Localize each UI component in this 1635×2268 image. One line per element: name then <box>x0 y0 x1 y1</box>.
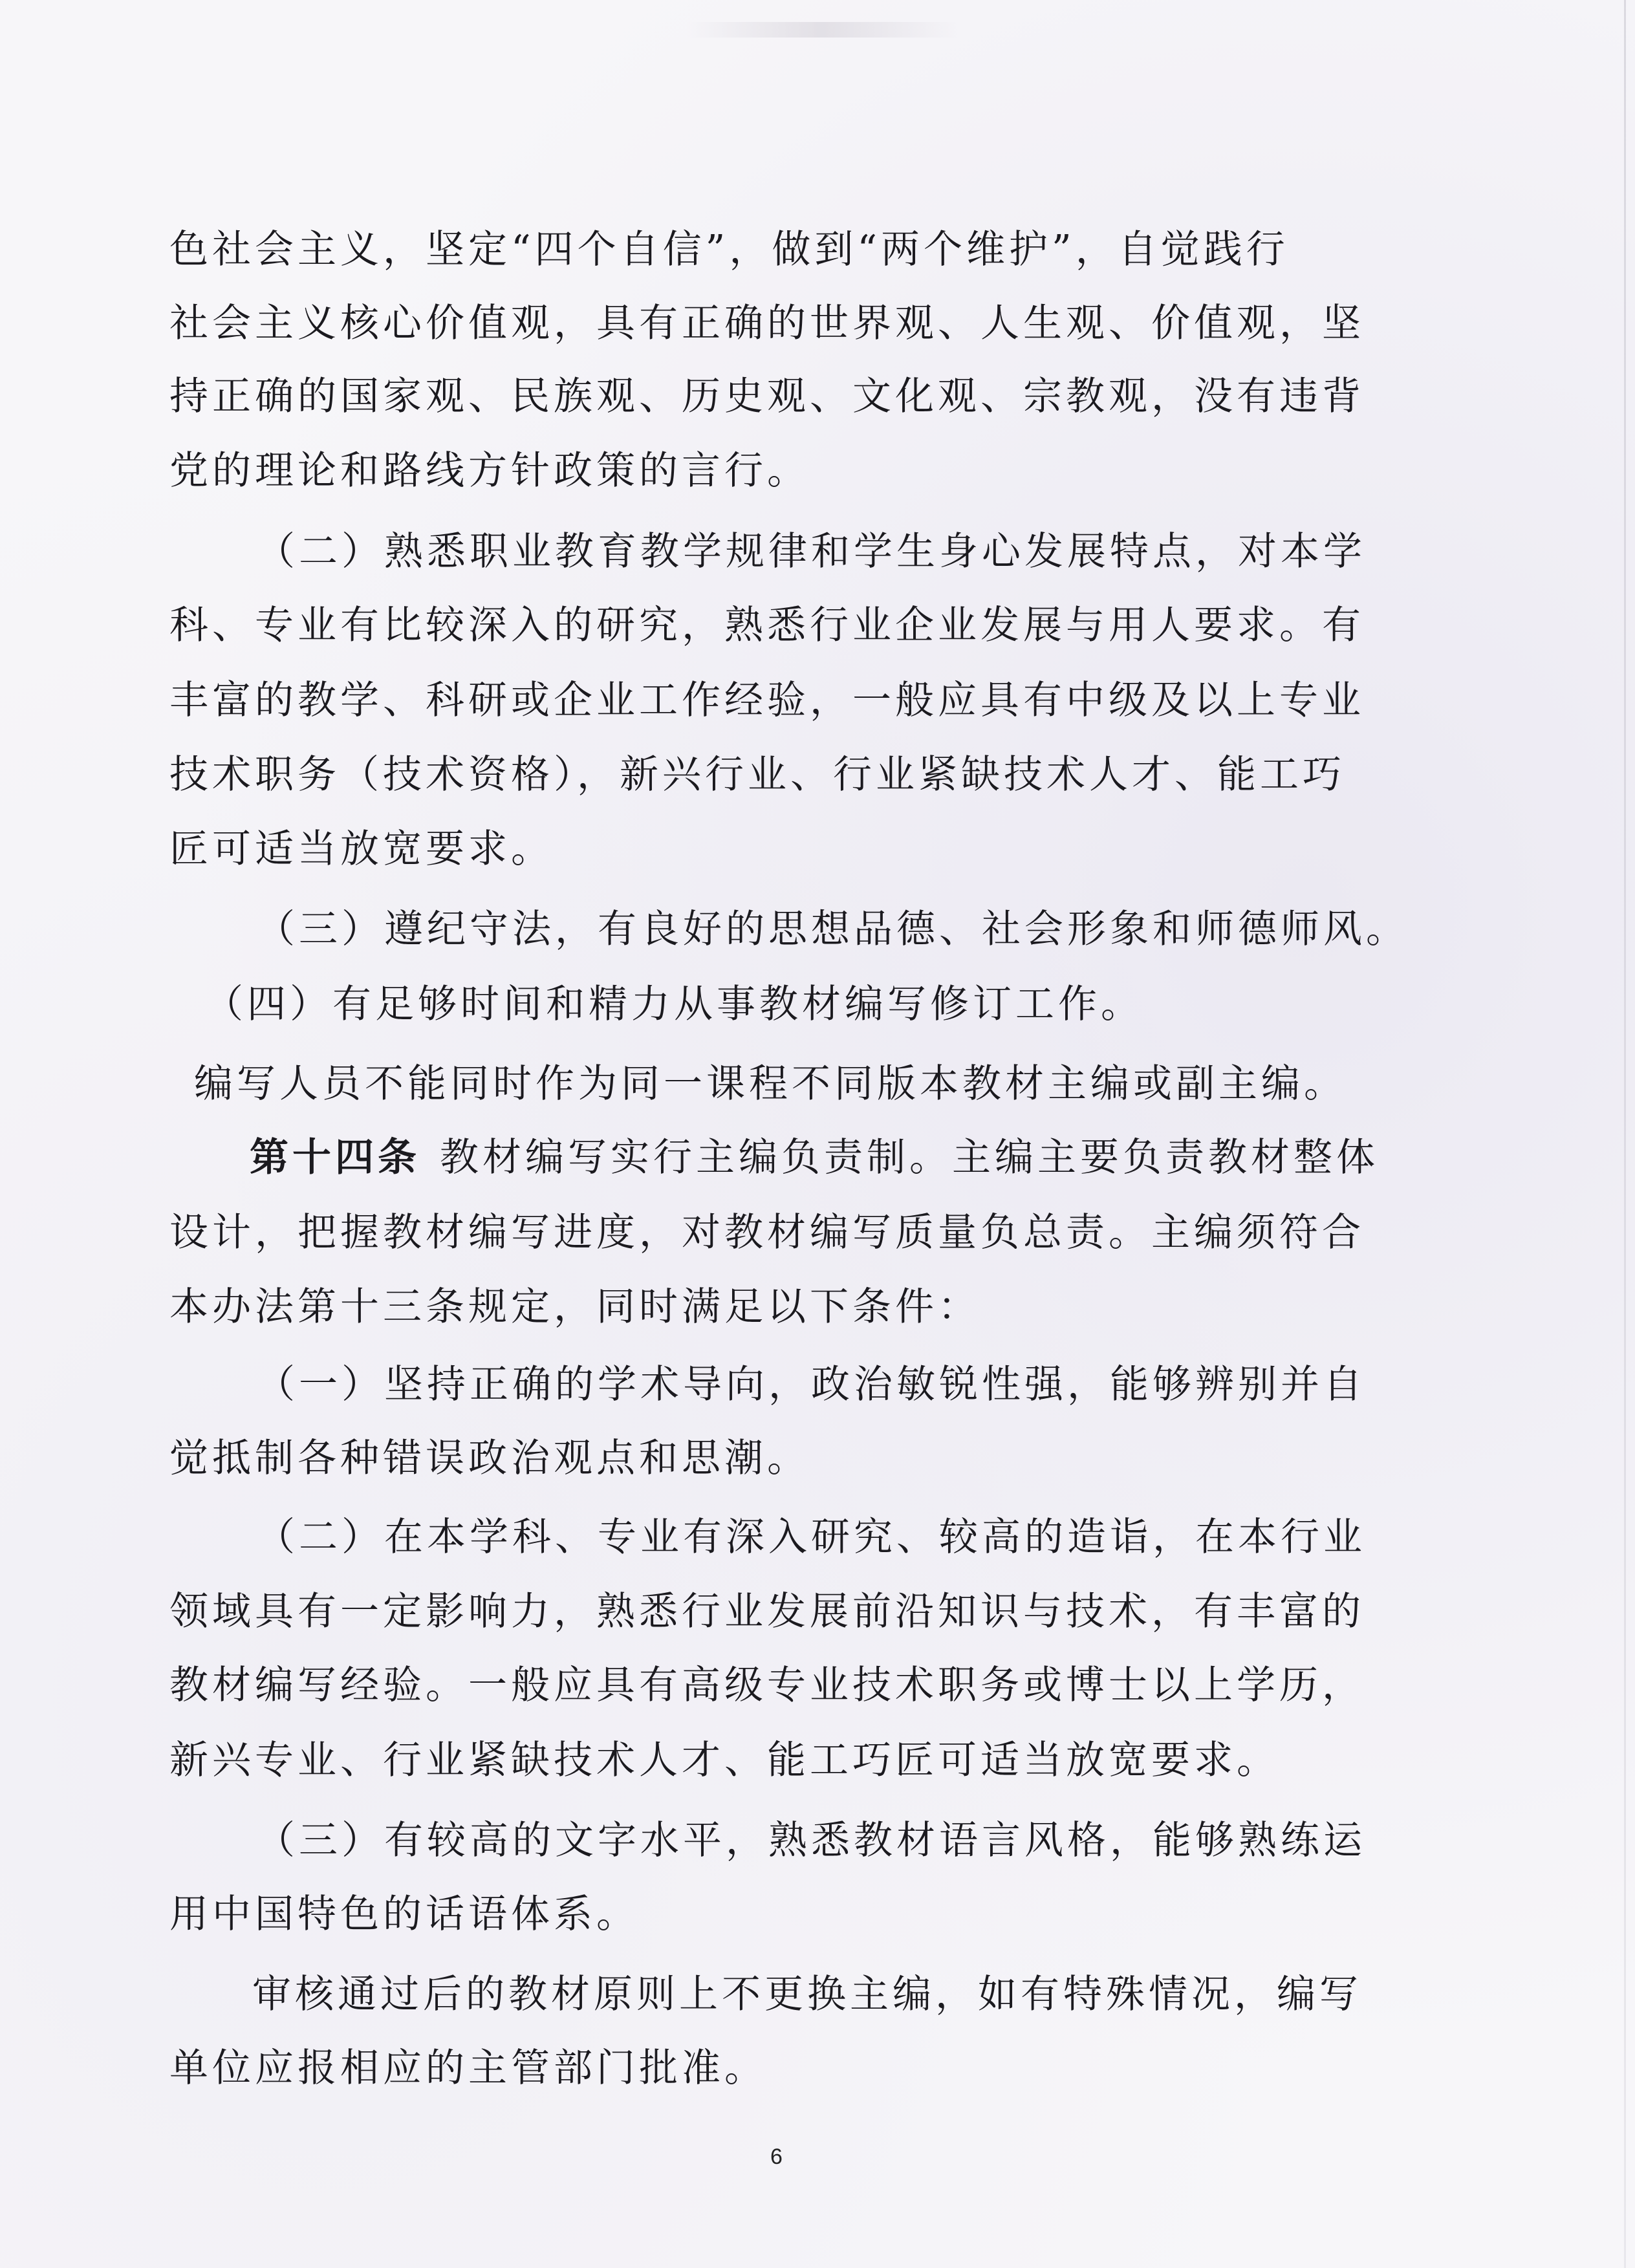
paragraph-line: （三）有较高的文字水平，熟悉教材语言风格，能够熟练运 <box>256 1818 1366 1863</box>
paragraph-text: 教材编写实行主编负责制。主编主要负责教材整体 <box>440 1135 1379 1180</box>
paragraph-line: 色社会主义，坚定“四个自信”，做到“两个维护”，自觉践行 <box>169 227 1289 272</box>
paragraph-line: （四）有足够时间和精力从事教材编写修订工作。 <box>204 982 1143 1027</box>
paragraph-line: 科、专业有比较深入的研究，熟悉行业企业发展与用人要求。有 <box>169 603 1365 648</box>
paragraph-line: 觉抵制各种错误政治观点和思潮。 <box>169 1436 810 1481</box>
page-number: 6 <box>770 2144 783 2169</box>
paragraph-line: （一）坚持正确的学术导向，政治敏锐性强，能够辨别并自 <box>256 1362 1366 1407</box>
paragraph-line: 教材编写经验。一般应具有高级专业技术职务或博士以上学历， <box>169 1663 1365 1708</box>
paragraph-line: 社会主义核心价值观，具有正确的世界观、人生观、价值观，坚 <box>169 301 1365 346</box>
article-14-line <box>250 1133 1379 1182</box>
article-heading: 第十四条 <box>250 1135 420 1180</box>
paragraph-line: 单位应报相应的主管部门批准。 <box>169 2046 767 2091</box>
paragraph-line: （二）在本学科、专业有深入研究、较高的造诣，在本行业 <box>256 1515 1366 1560</box>
paragraph-line: 技术职务（技术资格），新兴行业、行业紧缺技术人才、能工巧 <box>169 752 1345 797</box>
paragraph-line: 丰富的教学、科研或企业工作经验，一般应具有中级及以上专业 <box>169 678 1365 723</box>
paragraph-line: 新兴专业、行业紧缺技术人才、能工巧匠可适当放宽要求。 <box>169 1738 1279 1783</box>
paragraph-line: 审核通过后的教材原则上不更换主编，如有特殊情况，编写 <box>252 1972 1362 2017</box>
paragraph-line: 党的理论和路线方针政策的言行。 <box>169 448 810 493</box>
paragraph-line: 编写人员不能同时作为同一课程不同版本教材主编或副主编。 <box>194 1061 1347 1107</box>
paragraph-line: 设计，把握教材编写进度，对教材编写质量负总责。主编须符合 <box>169 1210 1365 1255</box>
paragraph-line: 用中国特色的话语体系。 <box>169 1892 639 1937</box>
paragraph-line: 匠可适当放宽要求。 <box>169 826 554 872</box>
paragraph-line: 本办法第十三条规定，同时满足以下条件： <box>169 1284 980 1330</box>
paragraph-line: （二）熟悉职业教育教学规律和学生身心发展特点，对本学 <box>256 529 1366 574</box>
paragraph-line: 持正确的国家观、民族观、历史观、文化观、宗教观，没有违背 <box>169 374 1365 419</box>
paragraph-line: （三）遵纪守法，有良好的思想品德、社会形象和师德师风。 <box>256 907 1409 952</box>
paragraph-line: 领域具有一定影响力，熟悉行业发展前沿知识与技术，有丰富的 <box>169 1589 1365 1634</box>
